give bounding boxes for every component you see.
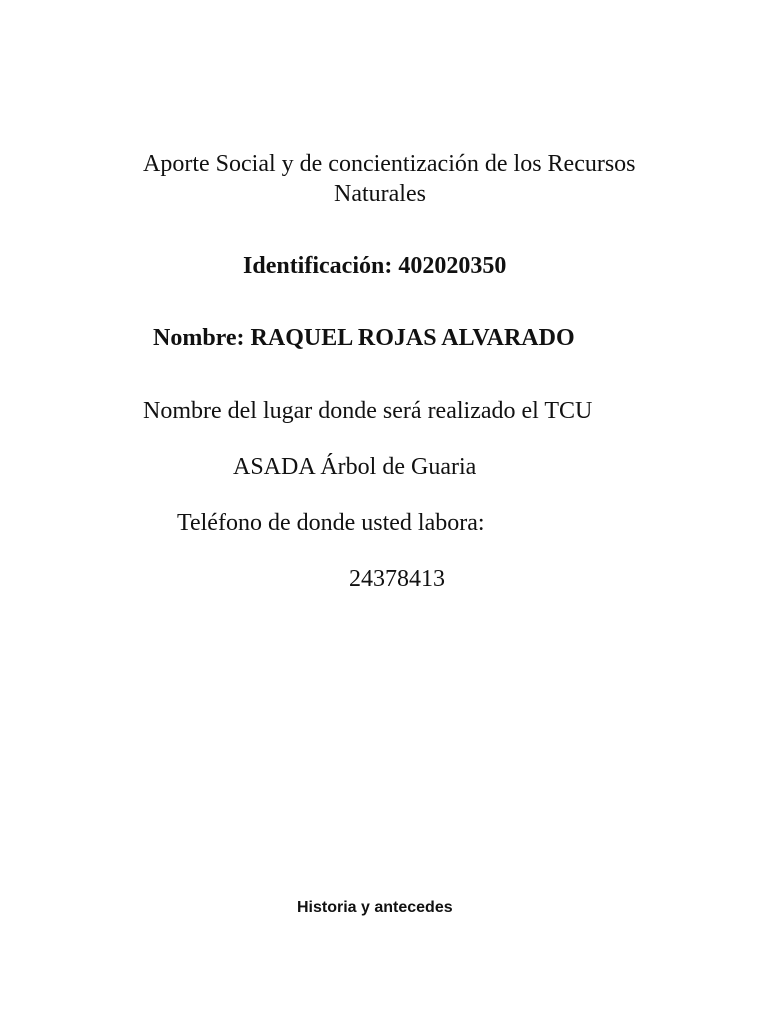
identification-line: Identificación: 402020350 — [243, 253, 507, 279]
place-value: ASADA Árbol de Guaria — [233, 454, 477, 480]
document-title-line-1: Aporte Social y de concientización de los Recursos — [143, 151, 636, 177]
document-title-line-2: Naturales — [334, 181, 426, 207]
place-label: Nombre del lugar donde será realizado el TCU — [143, 398, 593, 424]
phone-value: 24378413 — [349, 566, 445, 592]
phone-label: Teléfono de donde usted labora: — [177, 510, 485, 536]
section-heading: Historia y antecedes — [297, 899, 453, 916]
name-line: Nombre: RAQUEL ROJAS ALVARADO — [153, 325, 575, 351]
